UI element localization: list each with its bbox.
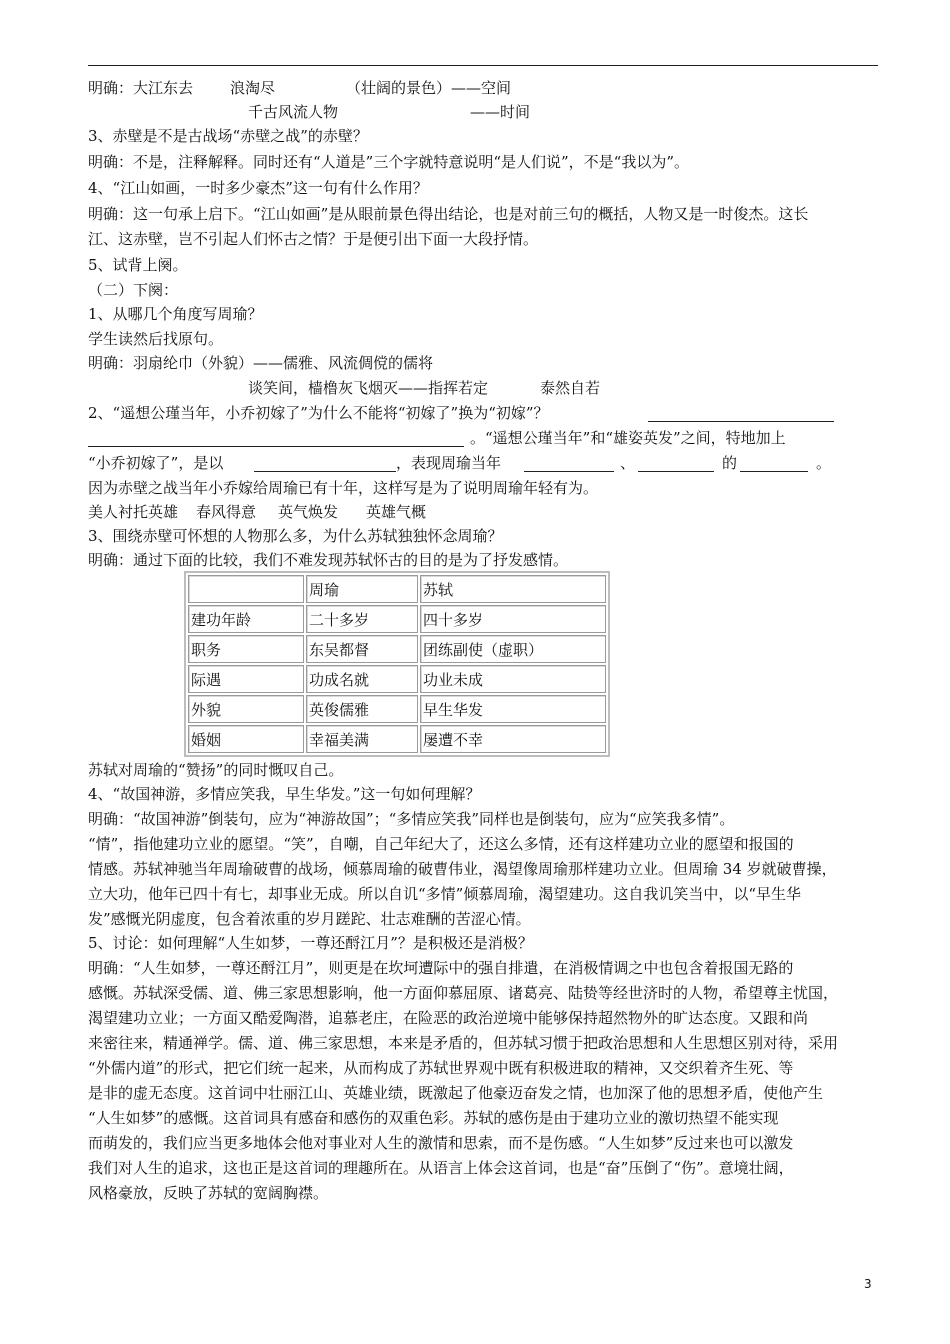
answer-label: 明确：大江东去 xyxy=(88,79,194,97)
text-line: 是非的虚无态度。这首词中壮丽江山、英雄业绩，既激起了他豪迈奋发之情，也加深了他的思想矛盾，使他产生 xyxy=(88,1084,824,1102)
question-line: 5、讨论：如何理解“人生如梦，一尊还酹江月”？是积极还是消极？ xyxy=(88,934,533,952)
section-heading: （二）下阕： xyxy=(88,281,179,299)
table-cell: 功业未成 xyxy=(420,665,606,693)
text-line: 学生读然后找原句。 xyxy=(88,330,224,348)
table-header-row xyxy=(188,575,606,603)
answer-blank[interactable] xyxy=(88,430,464,447)
table-cell: 职务 xyxy=(188,635,304,663)
text-line: 感慨。苏轼深受儒、道、佛三家思想影响，他一方面仰慕屈原、诸葛亮、陆贽等经世济时的人物，希望尊主忧国， xyxy=(88,984,839,1002)
phrase: 英雄气概 xyxy=(366,503,427,521)
table-header-cell: 苏轼 xyxy=(420,575,606,603)
text-line xyxy=(88,78,878,98)
text-line: 江、这赤壁，岂不引起人们怀古之情？于是便引出下面一大段抒情。 xyxy=(88,230,539,248)
text-line: 风格豪放，反映了苏轼的宽阔胸襟。 xyxy=(88,1184,329,1202)
answer-blank[interactable] xyxy=(638,455,714,472)
answer-line: 明确：“故国神游”倒装句，应为“神游故国”；“多情应笑我”同样也是倒装句，应为“应笑我多情”。 xyxy=(88,810,735,828)
table-cell: 外貌 xyxy=(188,695,304,723)
answer-line: 明确：这一句承上启下。“江山如画”是从眼前景色得出结论，也是对前三句的概括，人物又是一时俊杰。这长 xyxy=(88,205,809,223)
table-cell: 际遇 xyxy=(188,665,304,693)
table-cell: 东吴都督 xyxy=(306,635,418,663)
table-cell: 四十多岁 xyxy=(420,605,606,633)
text: 、 xyxy=(620,454,636,472)
text-line: 来密往来，精通禅学。儒、道、佛三家思想，本来是矛盾的，但苏轼习惯于把政治思想和人生思想区别对待，采用 xyxy=(88,1034,839,1052)
table-row xyxy=(188,695,606,723)
answer-blank[interactable] xyxy=(254,455,396,472)
text-line xyxy=(88,453,878,473)
question-line: 4、“故国神游，多情应笑我，早生华发。”这一句如何理解？ xyxy=(88,785,481,803)
phrase: 谈笑间，樯橹灰飞烟灭——指挥若定 xyxy=(248,379,489,397)
table-row xyxy=(188,665,606,693)
question-line: 1、从哪几个角度写周瑜？ xyxy=(88,305,263,323)
phrase: ——时间 xyxy=(470,103,531,121)
text: 。 xyxy=(816,454,832,472)
question-line: 3、赤壁是不是古战场“赤壁之战”的赤壁？ xyxy=(88,127,368,145)
answer-blank[interactable] xyxy=(648,405,834,422)
page-number: 3 xyxy=(864,1277,872,1291)
text-line xyxy=(88,502,878,522)
phrase: 春风得意 xyxy=(196,503,257,521)
comparison-table xyxy=(184,571,610,757)
answer-line: 明确：通过下面的比较，我们不难发现苏轼怀古的目的是为了抒发感情。 xyxy=(88,551,569,569)
phrase: 千古风流人物 xyxy=(248,103,339,121)
answer-line: 明确：羽扇纶巾（外貌）——儒雅、风流倜傥的儒将 xyxy=(88,354,434,372)
text-line: 发”感慨光阴虚度，包含着浓重的岁月蹉跎、壮志难酬的苦涩心情。 xyxy=(88,910,531,928)
answer-blank[interactable] xyxy=(524,455,614,472)
table-cell: 屡遭不幸 xyxy=(420,725,606,753)
text: 的 xyxy=(722,454,738,472)
text-line: 因为赤壁之战当年小乔嫁给周瑜已有十年，这样写是为了说明周瑜年轻有为。 xyxy=(88,479,599,497)
table-header-cell: 周瑜 xyxy=(306,575,418,603)
text-line: 苏轼对周瑜的“赞扬”的同时慨叹自己。 xyxy=(88,761,344,779)
question-line: 5、试背上阕。 xyxy=(88,256,188,274)
table-cell: 二十多岁 xyxy=(306,605,418,633)
question-line: 4、“江山如画，一时多少豪杰”这一句有什么作用？ xyxy=(88,179,428,197)
answer-line: 明确：“人生如梦，一尊还酹江月”，则更是在坎坷遭际中的强自排遣，在消极情调之中也包含着报国无路的 xyxy=(88,959,794,977)
text-line: 立大功，他年已四十有七，却事业无成。所以自讥“多情”倾慕周瑜，渴望建功。这自我讥笑当中，以“早生华 xyxy=(88,885,802,903)
table-cell: 婚姻 xyxy=(188,725,304,753)
header-rule xyxy=(88,65,878,66)
text: ，表现周瑜当年 xyxy=(396,454,502,472)
text-line: “情”，指他建功立业的愿望。“笑”，自嘲，自己年纪大了，还这么多情，还有这样建功立业的愿望和报国的 xyxy=(88,835,794,853)
table-row xyxy=(188,725,606,753)
table-cell: 早生华发 xyxy=(420,695,606,723)
table-row xyxy=(188,605,606,633)
phrase: 泰然自若 xyxy=(540,379,601,397)
table-cell: 功成名就 xyxy=(306,665,418,693)
question-line xyxy=(88,403,878,423)
text-line: “人生如梦”的感慨。这首词具有感奋和感伤的双重色彩。苏轼的感伤是由于建功立业的激切热望不能实现 xyxy=(88,1109,779,1127)
phrase: 美人衬托英雄 xyxy=(88,503,179,521)
table-cell: 英俊儒雅 xyxy=(306,695,418,723)
text-line: 渴望建功立业；一方面又酷爱陶潜，追慕老庄，在险恶的政治逆境中能够保持超然物外的旷达态度。又跟和尚 xyxy=(88,1009,809,1027)
answer-line: 明确：不是，注释解释。同时还有“人道是”三个字就特意说明“是人们说”，不是“我以为”。 xyxy=(88,153,690,171)
table-row xyxy=(188,635,606,663)
question-text: 2、“遥想公瑾当年，小乔初嫁了”为什么不能将“初嫁了”换为“初嫁”？ xyxy=(88,404,549,422)
text-line: 情感。苏轼神驰当年周瑜破曹的战场，倾慕周瑜的破曹伟业，渴望像周瑜那样建功立业。但周瑜 34 岁就破曹操， xyxy=(88,860,837,878)
answer-blank[interactable] xyxy=(740,455,808,472)
table-cell: 建功年龄 xyxy=(188,605,304,633)
table-cell: 幸福美满 xyxy=(306,725,418,753)
phrase: 浪淘尽 xyxy=(230,79,276,97)
text: 。“遥想公瑾当年”和“雄姿英发”之间，特地加上 xyxy=(470,429,786,447)
phrase: 英气焕发 xyxy=(278,503,339,521)
table-header-cell xyxy=(188,575,304,603)
table-cell: 团练副使（虚职） xyxy=(420,635,606,663)
phrase: （壮阔的景色）——空间 xyxy=(346,79,512,97)
text-line: 我们对人生的追求，这也正是这首词的理趣所在。从语言上体会这首词，也是“奋”压倒了“伤”。意境壮阔， xyxy=(88,1159,794,1177)
text-line: 而萌发的，我们应当更多地体会他对事业对人生的激情和思索，而不是伤感。“人生如梦”反过来也可以激发 xyxy=(88,1134,794,1152)
question-line: 3、围绕赤壁可怀想的人物那么多，为什么苏轼独独怀念周瑜？ xyxy=(88,527,503,545)
text: “小乔初嫁了”，是以 xyxy=(88,454,224,472)
text-line: “外儒内道”的形式，把它们统一起来，从而构成了苏轼世界观中既有积极进取的精神，又交织着齐生死、等 xyxy=(88,1059,794,1077)
